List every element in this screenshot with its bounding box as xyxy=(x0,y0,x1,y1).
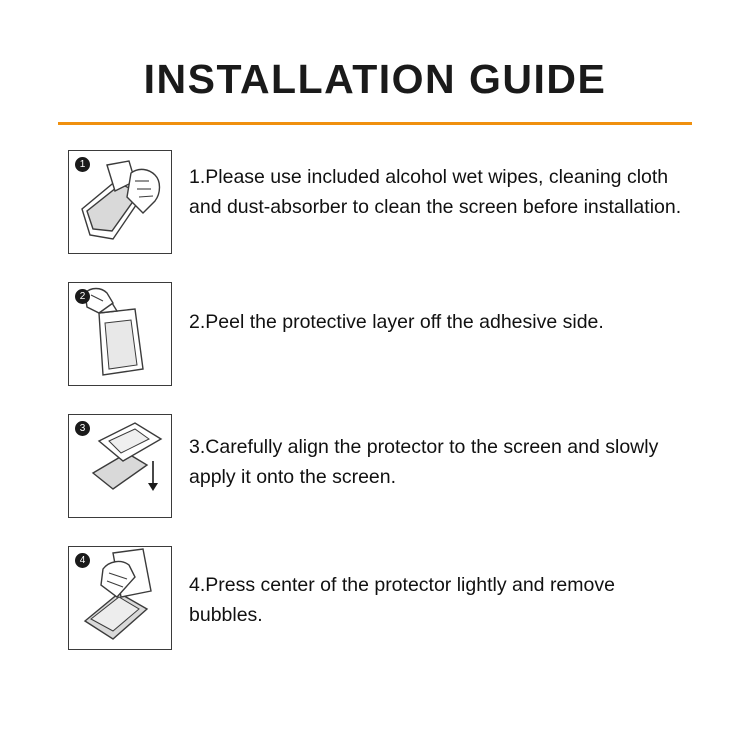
step-body-3: Carefully align the protector to the screen and slowly apply it onto the screen. xyxy=(189,436,659,488)
step-item xyxy=(0,282,750,386)
step-badge-3: 3 xyxy=(75,421,90,436)
steps-list xyxy=(0,150,750,678)
step-body-4: Press center of the protector lightly and remove bubbles. xyxy=(189,574,615,626)
step-badge-1: 1 xyxy=(75,157,90,172)
step-illustration-2 xyxy=(68,282,172,386)
step-badge-4: 4 xyxy=(75,553,90,568)
step-text-1 xyxy=(189,150,690,222)
step-illustration-3 xyxy=(68,414,172,518)
step-number-4: 4. xyxy=(189,574,206,596)
step-thumbnail-wrap xyxy=(68,282,174,386)
step-number-2: 2. xyxy=(189,311,206,333)
step-illustration-4 xyxy=(68,546,172,650)
step-item xyxy=(0,414,750,518)
step-number-1: 1. xyxy=(189,166,206,188)
step-badge-2: 2 xyxy=(75,289,90,304)
step-number-3: 3. xyxy=(189,436,206,458)
step-body-2: Peel the protective layer off the adhesive side. xyxy=(205,311,604,333)
step-thumbnail-wrap xyxy=(68,414,174,518)
step-item xyxy=(0,546,750,650)
step-thumbnail-wrap xyxy=(68,546,174,650)
step-body-1: Please use included alcohol wet wipes, cleaning cloth and dust-absorber to clean the screen before installation. xyxy=(189,166,682,218)
step-item xyxy=(0,150,750,254)
step-text-2 xyxy=(189,282,604,337)
step-text-4 xyxy=(189,546,690,630)
step-illustration-1 xyxy=(68,150,172,254)
step-text-3 xyxy=(189,414,690,492)
title-divider xyxy=(58,122,692,125)
step-thumbnail-wrap xyxy=(68,150,174,254)
page-title: INSTALLATION GUIDE xyxy=(143,56,607,102)
